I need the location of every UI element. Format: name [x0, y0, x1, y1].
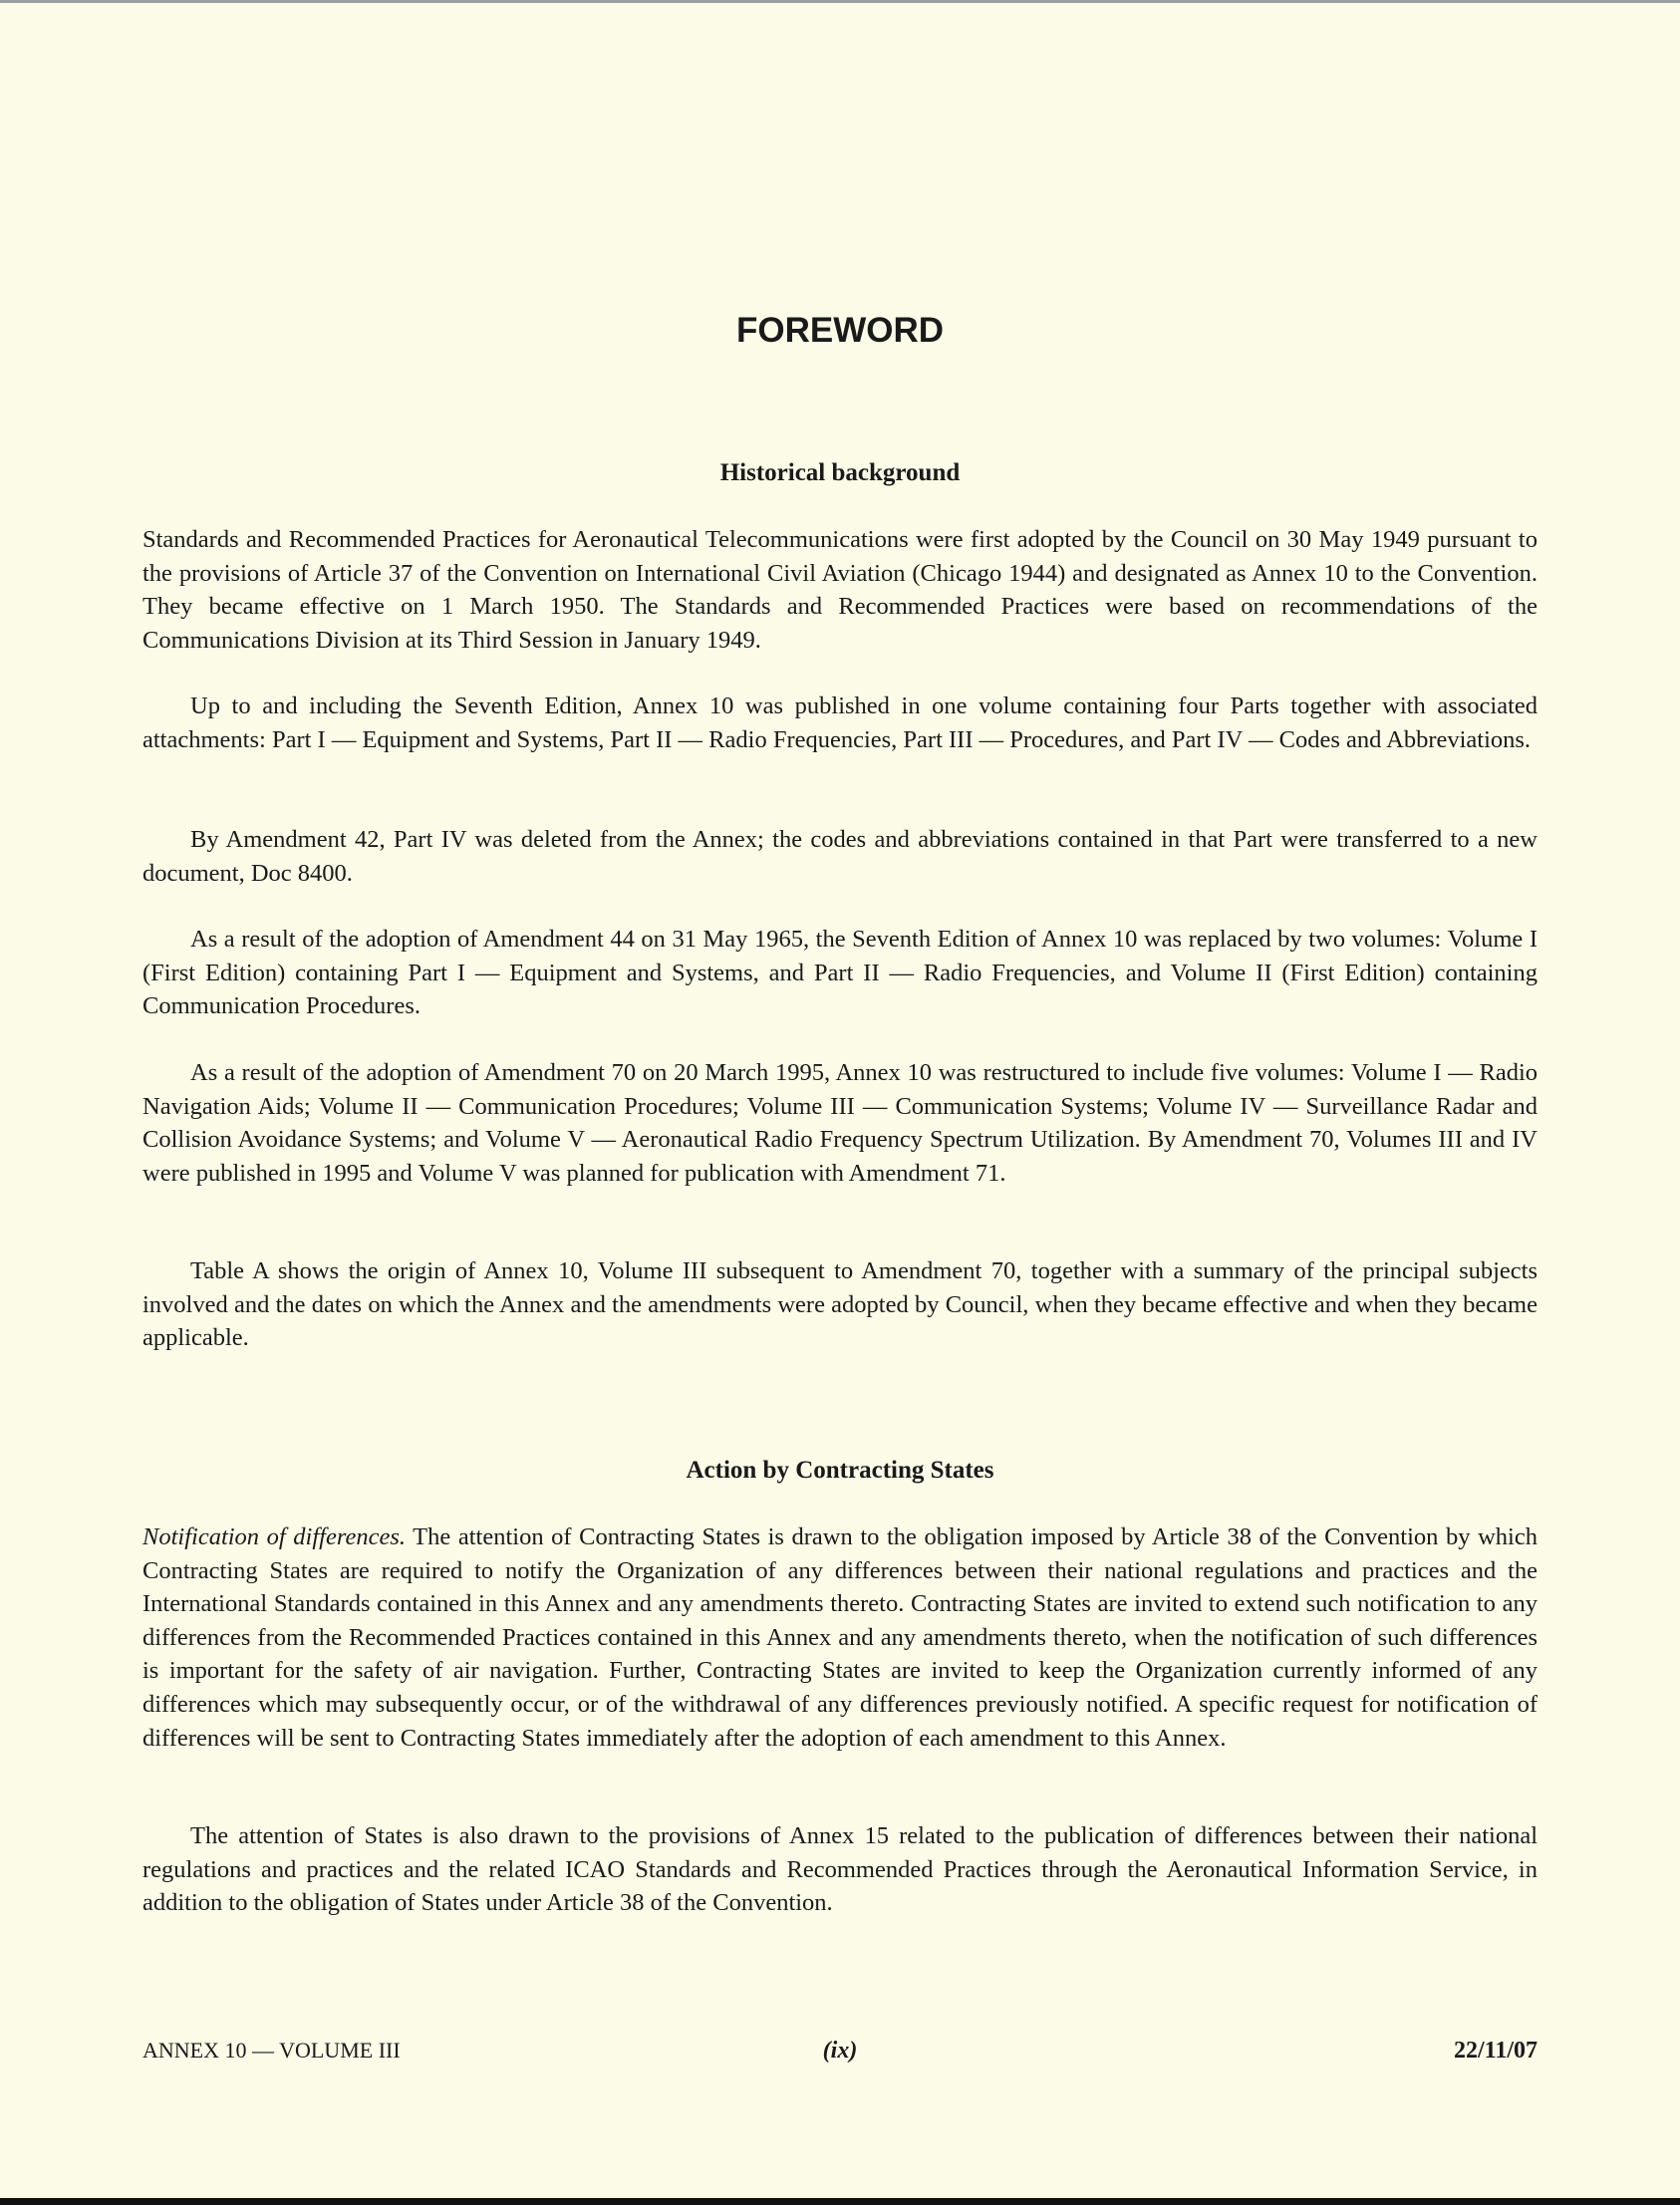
paragraph-1: Standards and Recommended Practices for Aeronautical Telecommunications were first adopted by the Council on 30 May 1949 pursuant to the provisions of Article 37 of the Convention on International Civil Aviation (Chicago 1944) and designated as Annex 10 to the Convention. They became effective on 1 March 1950. The Standards and Recommended Practices were based on recommendations of the Communications Division at its Third Session in January 1949. [142, 526, 1538, 654]
paragraph-6: Table A shows the origin of Annex 10, Volume III subsequent to Amendment 70, together with a summary of the principal subjects involved and the dates on which the Annex and the amendments were adopted by Council, when they became effective and when they became applicable. [142, 1257, 1538, 1352]
footer-date: 22/11/07 [1453, 2038, 1538, 2064]
notification-of-differences-text: The attention of Contracting States is drawn to the obligation imposed by Article 38 of the Convention by which Contracting States are required to notify the Organization of any differences between their national regulations and practices and the International Standards contained in this Annex and any amendments thereto. Contracting States are invited to extend such notification to any differences from the Recommended Practices contained in this Annex and any amendments thereto, when the notification of such differences is important for the safety of air navigation. Further, Contracting States are invited to keep the Organization currently informed of any differences which may subsequently occur, or of the withdrawal of any differences previously notified. A specific request for notification of differences will be sent to Contracting States immediately after the adoption of each amendment to this Annex. [142, 1523, 1538, 1752]
paragraph-notification-of-differences [142, 1520, 1538, 1755]
page-footer [142, 2038, 1538, 2067]
section-heading-action-by-contracting-states: Action by Contracting States [686, 1457, 994, 1484]
paragraph-5: As a result of the adoption of Amendment 70 on 20 March 1995, Annex 10 was restructured to include five volumes: Volume I — Radio Navigation Aids; Volume II — Communication Procedures; Volume III — Communication Systems; Volume IV — Surveillance Radar and Collision Avoidance Systems; and Volume V — Aeronautical Radio Frequency Spectrum Utilization. By Amendment 70, Volumes III and IV were published in 1995 and Volume V was planned for publication with Amendment 71. [142, 1059, 1538, 1187]
section-heading-historical-background: Historical background [719, 459, 961, 486]
page-title: FOREWORD [735, 311, 945, 350]
page-top-edge [0, 0, 1680, 3]
paragraph-2: Up to and including the Seventh Edition, Annex 10 was published in one volume containing four Parts together with associated attachments: Part I — Equipment and Systems, Part II — Radio Frequencies, Part III — Procedures, and Part IV — Codes and Abbreviations. [142, 692, 1538, 753]
page-bottom-edge [0, 2198, 1680, 2205]
footer-document-id: ANNEX 10 — VOLUME III [142, 2038, 401, 2063]
paragraph-annex-15: The attention of States is also drawn to the provisions of Annex 15 related to the publication of differences between their national regulations and practices and the related ICAO Standards and Recommended Practices through the Aeronautical Information Service, in addition to the obligation of States under Article 38 of the Convention. [142, 1822, 1538, 1917]
paragraph-3: By Amendment 42, Part IV was deleted from the Annex; the codes and abbreviations contained in that Part were transferred to a new document, Doc 8400. [142, 826, 1538, 887]
footer-page-number: (ix) [822, 2038, 858, 2064]
paragraph-4: As a result of the adoption of Amendment 44 on 31 May 1965, the Seventh Edition of Annex 10 was replaced by two volumes: Volume I (First Edition) containing Part I — Equipment and Systems, and Part II — Radio Frequencies, and Volume II (First Edition) containing Communication Procedures. [142, 926, 1538, 1020]
notification-of-differences-lead: Notification of differences. [142, 1523, 407, 1550]
